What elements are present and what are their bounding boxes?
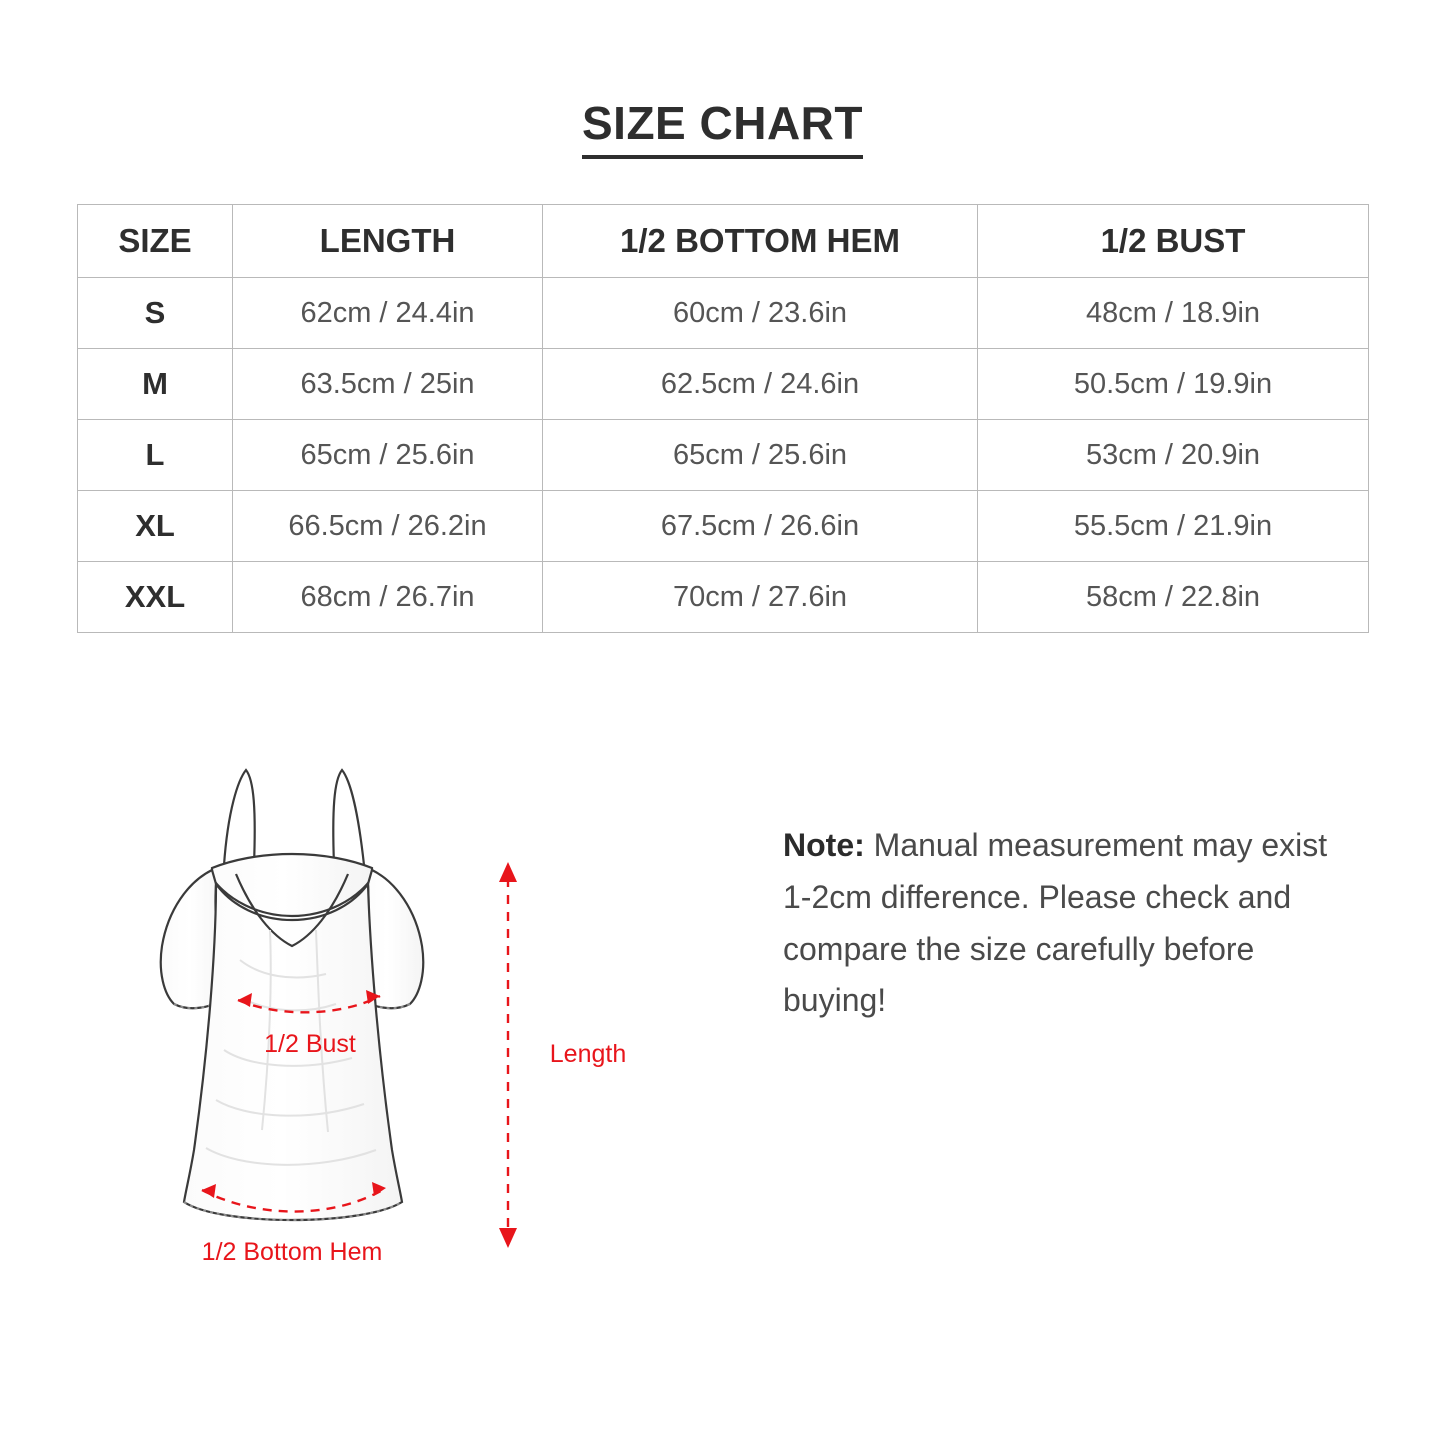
half-bust-label: 1/2 Bust <box>264 1030 356 1058</box>
cell-size: S <box>78 278 233 349</box>
column-header-bust: 1/2 BUST <box>978 205 1369 278</box>
column-header-length: LENGTH <box>233 205 543 278</box>
cell-bottom-hem: 67.5cm / 26.6in <box>543 491 978 562</box>
page-title <box>0 0 1445 149</box>
cell-bust: 50.5cm / 19.9in <box>978 349 1369 420</box>
length-measure-icon <box>499 862 626 1248</box>
table-row <box>78 278 1369 349</box>
cell-bottom-hem: 70cm / 27.6in <box>543 562 978 633</box>
garment-diagram <box>120 750 660 1290</box>
size-chart-table <box>77 204 1369 633</box>
table-row <box>78 420 1369 491</box>
note-prefix: Note: <box>783 827 865 863</box>
column-header-bottom-hem: 1/2 BOTTOM HEM <box>543 205 978 278</box>
cell-bottom-hem: 62.5cm / 24.6in <box>543 349 978 420</box>
cell-bottom-hem: 60cm / 23.6in <box>543 278 978 349</box>
size-chart-table-wrapper <box>77 204 1368 633</box>
cell-size: M <box>78 349 233 420</box>
shoulder-straps-icon <box>224 770 364 865</box>
cell-length: 62cm / 24.4in <box>233 278 543 349</box>
table-header-row <box>78 205 1369 278</box>
note-block <box>783 820 1363 1027</box>
cell-length: 68cm / 26.7in <box>233 562 543 633</box>
cell-size: L <box>78 420 233 491</box>
lower-section <box>0 740 1445 1340</box>
half-bottom-hem-label: 1/2 Bottom Hem <box>201 1238 383 1266</box>
cell-size: XL <box>78 491 233 562</box>
table-row <box>78 562 1369 633</box>
cell-bust: 58cm / 22.8in <box>978 562 1369 633</box>
cell-length: 65cm / 25.6in <box>233 420 543 491</box>
page-title-text: SIZE CHART <box>582 97 863 159</box>
cell-length: 66.5cm / 26.2in <box>233 491 543 562</box>
table-row <box>78 349 1369 420</box>
note-text: Manual measurement may exist 1-2cm difference. Please check and compare the size carefully before buying! <box>783 827 1328 1019</box>
cell-bust: 55.5cm / 21.9in <box>978 491 1369 562</box>
cell-length: 63.5cm / 25in <box>233 349 543 420</box>
cell-bust: 48cm / 18.9in <box>978 278 1369 349</box>
column-header-size: SIZE <box>78 205 233 278</box>
cell-size: XXL <box>78 562 233 633</box>
length-label: Length <box>549 1040 627 1068</box>
table-row <box>78 491 1369 562</box>
cell-bottom-hem: 65cm / 25.6in <box>543 420 978 491</box>
cell-bust: 53cm / 20.9in <box>978 420 1369 491</box>
